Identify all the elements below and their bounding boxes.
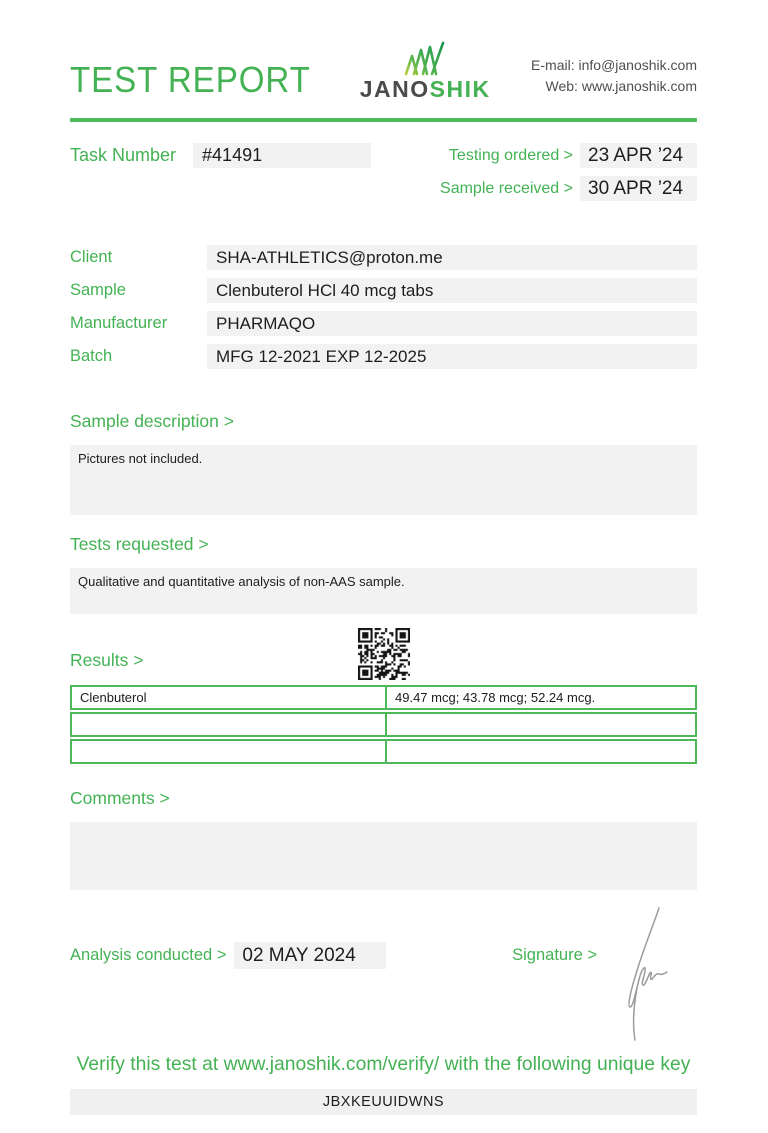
table-row [70,685,697,710]
batch-label: Batch [70,347,113,365]
contact-email-line [531,55,697,76]
task-number-label: Task Number [70,145,177,165]
sample-received-row [440,176,697,201]
testing-ordered-label: Testing ordered > [448,146,573,164]
results-section [70,650,697,764]
sample-value: Clenbuterol HCl 40 mcg tabs [207,278,697,303]
table-row [70,712,697,737]
web-value: www.janoshik.com [581,78,697,94]
contact-info [531,55,697,97]
tests-requested-section [70,534,697,614]
client-value: SHA-ATHLETICS@proton.me [207,245,697,270]
sample-received-date: 30 APR ’24 [580,176,697,201]
info-row-batch [70,344,697,369]
janoshik-logo [360,40,491,101]
analysis-signature-row [70,942,697,969]
info-row-manufacturer [70,311,697,336]
batch-value: MFG 12-2021 EXP 12-2025 [207,344,697,369]
header-divider [70,118,697,122]
unique-key-bar: JBXKEUUIDWNS [70,1089,697,1115]
sample-received-label: Sample received > [440,179,573,197]
table-row [70,739,697,764]
sample-description-section [70,411,697,515]
manufacturer-value: PHARMAQO [207,311,697,336]
tests-requested-heading: Tests requested > [70,534,209,554]
dates-column [440,143,697,201]
result-substance-cell: Clenbuterol [80,690,147,705]
result-value-cell: 49.47 mcg; 43.78 mcg; 52.24 mcg. [385,687,695,708]
verify-instruction: Verify this test at www.janoshik.com/verify/ with the following unique key [76,1053,691,1075]
info-row-sample [70,278,697,303]
manufacturer-label: Manufacturer [70,314,168,332]
report-header [70,40,697,101]
client-label: Client [70,248,113,266]
sample-info-section [70,245,697,369]
task-number-value: #41491 [193,143,371,168]
task-number-group [70,143,371,168]
sample-description-heading: Sample description > [70,411,234,431]
comments-section [70,788,697,890]
sample-description-box: Pictures not included. [70,445,697,515]
web-label: Web: [545,78,578,94]
logo-word-green: SHIK [429,76,491,102]
email-value: info@janoshik.com [578,57,697,73]
contact-web-line [531,76,697,97]
results-heading: Results > [70,650,144,670]
results-table [70,685,697,764]
signature-image [607,904,677,1044]
comments-heading: Comments > [70,788,170,808]
comments-box [70,822,697,890]
info-row-client [70,245,697,270]
trend-chart-icon [402,40,448,76]
testing-ordered-row [440,143,697,168]
result-value-cell [385,741,695,762]
tests-requested-box: Qualitative and quantitative analysis of non-AAS sample. [70,568,697,614]
qr-code [358,628,410,680]
email-label: E-mail: [531,57,575,73]
result-value-cell [385,714,695,735]
result-substance-cell [72,714,385,735]
sample-label: Sample [70,281,126,299]
analysis-conducted-label: Analysis conducted > [70,946,227,964]
analysis-conducted-date: 02 MAY 2024 [234,942,386,969]
task-row [70,143,697,201]
signature-label: Signature > [512,946,597,964]
logo-wordmark [360,78,491,101]
result-substance-cell [72,741,385,762]
testing-ordered-date: 23 APR ’24 [580,143,697,168]
page-title: TEST REPORT [70,59,311,100]
logo-word-dark: JANO [359,76,430,102]
